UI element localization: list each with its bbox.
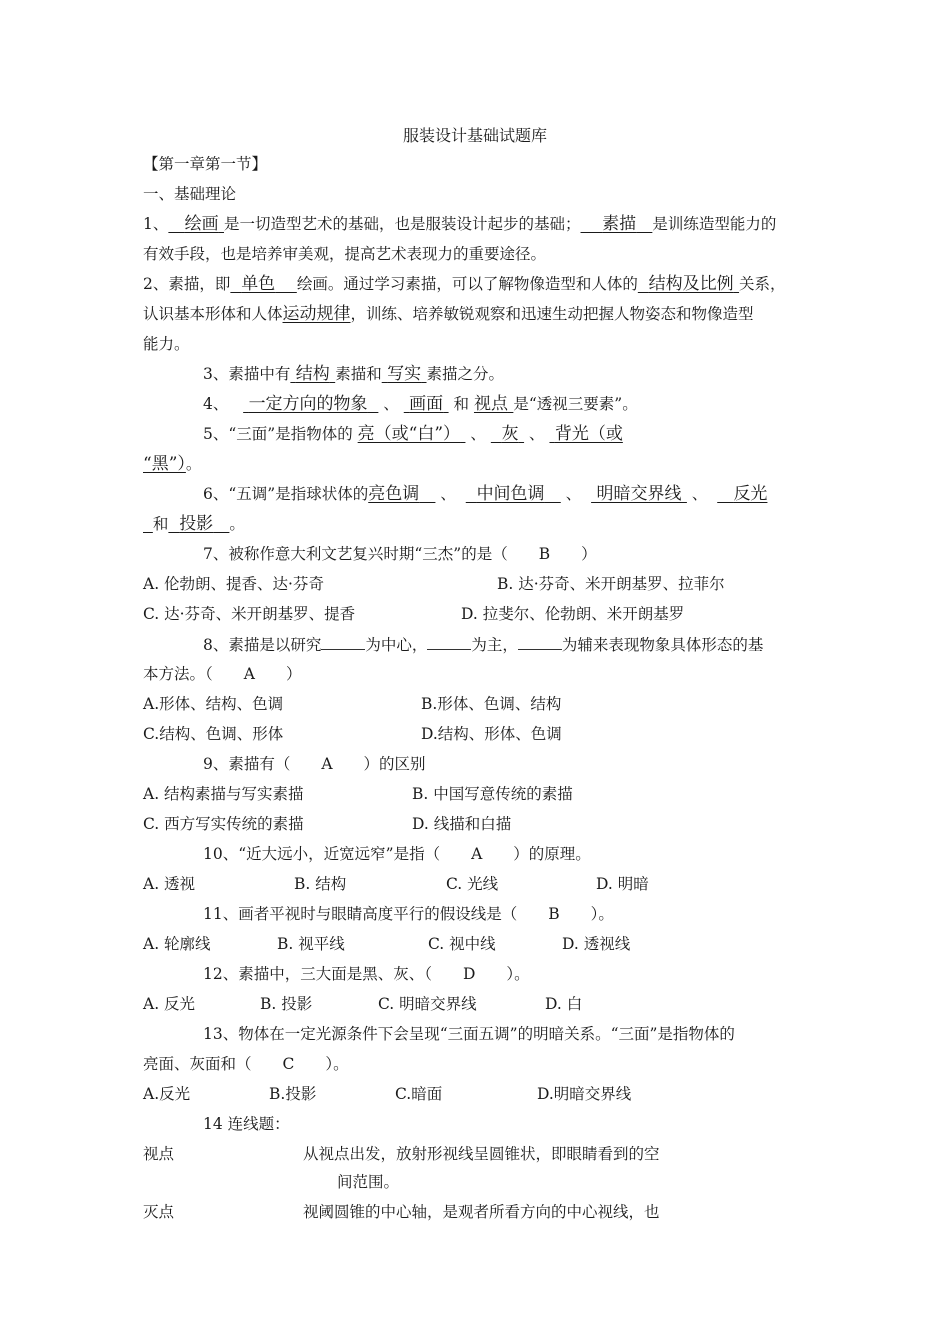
answer-blank: 明暗交界线 xyxy=(596,484,682,504)
answer-blank: 画面 xyxy=(409,394,444,414)
option-c: C. 西方写实传统的素描 xyxy=(143,815,304,833)
option-a: A. 结构素描与写实素描 xyxy=(143,785,304,803)
question-6: 6、“五调”是指球状体的亮色调 、 中间色调 、 明暗交界线 、 反光 xyxy=(203,484,768,504)
question-12: 12、素描中，三大面是黑、灰、（ D ）。 xyxy=(203,965,530,983)
option-a: A. 轮廓线 xyxy=(143,935,211,953)
option-b: B. 结构 xyxy=(294,875,347,893)
question-13: 13、物体在一定光源条件下会呈现“三面五调”的明暗关系。“三面”是指物体的 xyxy=(203,1025,735,1043)
question-5: 5、“三面”是指物体的 亮（或“白”） 、 灰 、 背光（或 xyxy=(203,424,623,444)
option-d: D.结构、形体、色调 xyxy=(421,725,562,743)
question-11: 11、画者平视时与眼睛高度平行的假设线是（ B ）。 xyxy=(203,905,614,923)
section-heading: 【第一章第一节】 xyxy=(143,155,268,173)
option-a: A. 反光 xyxy=(143,995,196,1013)
question-4: 4、 一定方向的物象 、 画面 和 视点 是“透视三要素”。 xyxy=(203,394,638,414)
answer-blank: “黑”） xyxy=(143,454,186,474)
question-8: 8、素描是以研究 为中心， 为主， 为辅来表现物象具体形态的基 xyxy=(203,633,763,656)
option-d: D. 线描和白描 xyxy=(412,815,512,833)
answer-blank: 亮（或“白”） xyxy=(357,424,461,444)
option-c: C. 光线 xyxy=(446,875,499,893)
question-3: 3、素描中有 结构 素描和 写实 素描之分。 xyxy=(203,364,505,384)
answer-blank: 运动规律 xyxy=(282,304,351,324)
option-b: B. 达·芬奇、米开朗基罗、拉菲尔 xyxy=(497,575,725,593)
option-a: A.形体、结构、色调 xyxy=(143,695,284,713)
option-b: B. 视平线 xyxy=(277,935,345,953)
option-b: B.形体、色调、结构 xyxy=(421,695,562,713)
answer-blank: 结构及比例 xyxy=(648,274,734,294)
match-definition-1: 从视点出发，放射形视线呈圆锥状，即眼睛看到的空 xyxy=(303,1145,660,1163)
answer-blank: 背光（或 xyxy=(554,424,623,444)
subsection-heading: 一、基础理论 xyxy=(143,185,237,203)
option-b: B. 投影 xyxy=(260,995,313,1013)
match-term-1: 视点 xyxy=(143,1145,175,1163)
answer-blank: 视点 xyxy=(473,394,508,414)
question-14: 14 连线题： xyxy=(203,1115,290,1133)
option-d: D.明暗交界线 xyxy=(537,1085,632,1103)
answer-blank: 反光 xyxy=(733,484,768,504)
option-b: B.投影 xyxy=(269,1085,317,1103)
question-1: 1、 绘画 是一切造型艺术的基础，也是服装设计起步的基础； 素描 是训练造型能力的 xyxy=(143,214,777,234)
question-8-line-2: 本方法。（ A ） xyxy=(143,665,302,683)
answer-blank: 亮色调 xyxy=(368,484,420,504)
match-term-2: 灭点 xyxy=(143,1203,175,1221)
page-title: 服装设计基础试题库 xyxy=(402,126,547,145)
answer-blank: 结构 xyxy=(295,364,330,384)
option-a: A. 伦勃朗、提香、达·芬奇 xyxy=(143,575,324,593)
question-7: 7、被称作意大利文艺复兴时期“三杰”的是（ B ） xyxy=(203,545,597,563)
question-13-line-2: 亮面、灰面和（ C ）。 xyxy=(143,1055,349,1073)
question-5-line-2: “黑”）。 xyxy=(143,454,202,474)
match-definition-1-cont: 间范围。 xyxy=(337,1173,400,1191)
option-a: A. 透视 xyxy=(143,875,196,893)
question-6-line-2: 和 投影 。 xyxy=(152,514,245,534)
option-d: D. 明暗 xyxy=(596,875,649,893)
answer-blank: 素描 xyxy=(602,214,637,234)
answer-blank: 投影 xyxy=(179,514,214,534)
option-c: C.暗面 xyxy=(395,1085,443,1103)
answer-blank: 一定方向的物象 xyxy=(248,394,368,414)
option-d: D. 透视线 xyxy=(562,935,631,953)
answer-blank: 中间色调 xyxy=(476,484,545,504)
question-2: 2、素描，即 单色 绘画。通过学习素描，可以了解物像造型和人体的 结构及比例 关系， xyxy=(143,274,786,294)
question-2-line-2: 认识基本形体和人体运动规律，训练、培养敏锐观察和迅速生动把握人物姿态和物像造型 xyxy=(143,304,754,324)
question-10: 10、“近大远小，近宽远窄”是指（ A ）的原理。 xyxy=(203,845,591,863)
option-c: C. 达·芬奇、米开朗基罗、提香 xyxy=(143,605,356,623)
option-c: C. 明暗交界线 xyxy=(378,995,477,1013)
answer-blank: 绘画 xyxy=(184,214,219,234)
option-c: C.结构、色调、形体 xyxy=(143,725,284,743)
question-2-line-3: 能力。 xyxy=(143,335,190,353)
question-1-line-2: 有效手段，也是培养审美观，提高艺术表现力的重要途径。 xyxy=(143,245,547,263)
match-definition-2: 视阈圆锥的中心轴，是观者所看方向的中心视线，也 xyxy=(303,1203,660,1221)
option-a: A.反光 xyxy=(143,1085,191,1103)
option-c: C. 视中线 xyxy=(428,935,496,953)
option-d: D. 拉斐尔、伦勃朗、米开朗基罗 xyxy=(461,605,685,623)
option-b: B. 中国写意传统的素描 xyxy=(412,785,573,803)
option-d: D. 白 xyxy=(545,995,583,1013)
answer-blank: 灰 xyxy=(501,424,519,444)
answer-blank: 写实 xyxy=(387,364,422,384)
answer-blank: 单色 xyxy=(241,274,276,294)
question-9: 9、素描有（ A ）的区别 xyxy=(203,755,426,773)
